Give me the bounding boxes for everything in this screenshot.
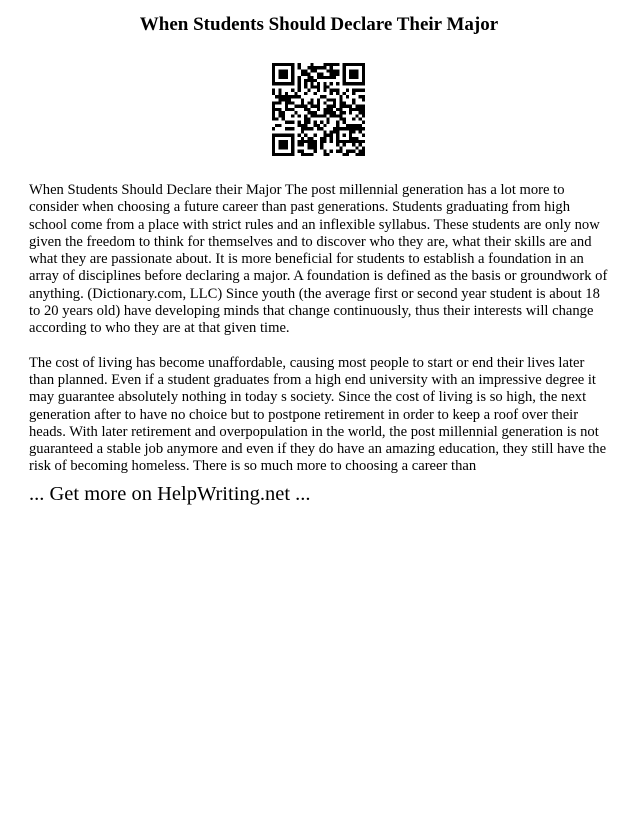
paragraph-2: The cost of living has become unaffordable, causing most people to start or end their lives later than planned. Even if a student graduates from a high end university with an impressive degree it may guarantee absolutely nothing in today s society. Since the cost of living is so high, the next generation after to have no choice but to postpone retirement in order to keep a roof over their heads. With later retirement and overpopulation in the world, the post millennial generation is not guaranteed a stable job anymore and even if they do have an amazing education, they still have the risk of becoming homeless. There is so much more to choosing a career than <box>29 354 607 475</box>
document-body <box>29 182 609 493</box>
qr-code-icon <box>272 63 365 156</box>
get-more-link[interactable]: ... Get more on HelpWriting.net ... <box>29 483 311 505</box>
document-title: When Students Should Declare Their Major <box>139 14 499 35</box>
paragraph-1: When Students Should Declare their Major The post millennial generation has a lot more to consider when choosing a future career than past generations. Students graduating from high school come from a place with strict rules and an inflexible syllabus. These students are only now given the freedom to think for themselves and to discover who they are, what their skills are and what they are passionate about. It is more beneficial for students to establish a foundation in an array of disciplines before declaring a major. A foundation is defined as the basis or groundwork of anything. (Dictionary.com, LLC) Since youth (the average first or second year student is about 18 to 20 years old) have developing minds that change continuously, thus their interests will change according to who they are at that given time. <box>29 182 608 337</box>
